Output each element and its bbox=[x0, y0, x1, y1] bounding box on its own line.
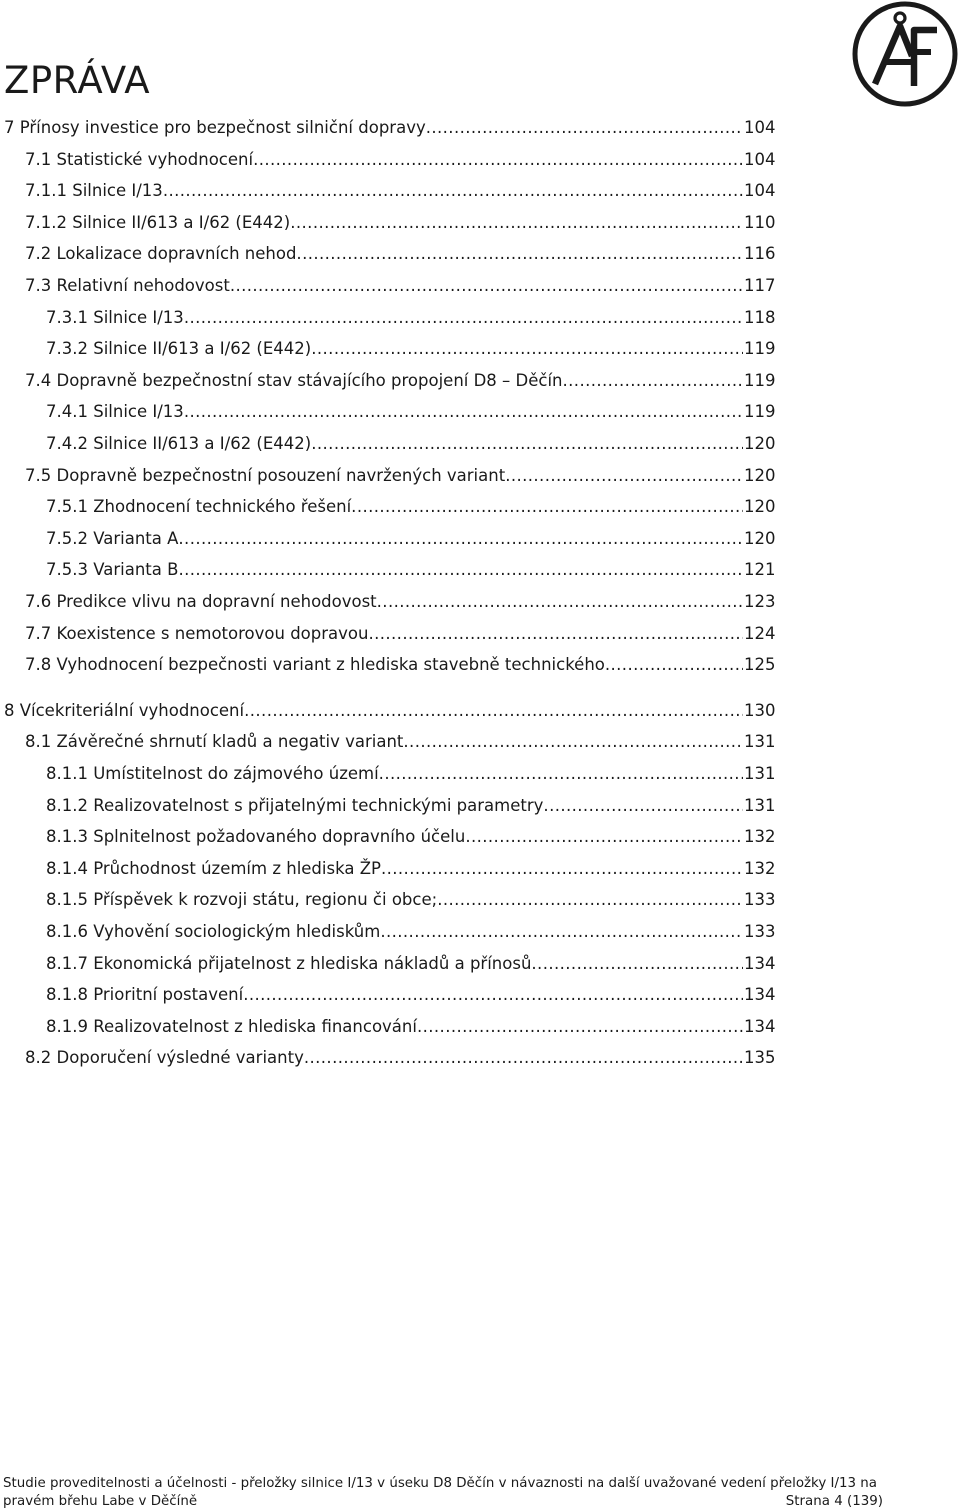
toc-entry-page: 121 bbox=[744, 560, 776, 580]
toc-leader-dots bbox=[243, 984, 743, 1006]
toc-entry[interactable] bbox=[46, 826, 782, 848]
toc-entry-page: 132 bbox=[744, 858, 776, 878]
toc-entry-page: 119 bbox=[744, 370, 776, 390]
toc-entry-label: 7.1 Statistické vyhodnocení bbox=[25, 149, 254, 169]
toc-entry[interactable] bbox=[25, 180, 782, 202]
toc-entry-label: 7.5 Dopravně bezpečnostní posouzení navržených variant bbox=[25, 465, 506, 485]
toc-leader-dots bbox=[563, 370, 743, 392]
toc-entry-label: 7.3 Relativní nehodovost bbox=[25, 276, 230, 295]
toc-entry[interactable] bbox=[4, 700, 782, 722]
toc-entry-label: 7.4.1 Silnice I/13 bbox=[46, 402, 184, 422]
toc-entry-label: 7.3.1 Silnice I/13 bbox=[46, 307, 184, 327]
toc-entry-page: 135 bbox=[744, 1048, 776, 1068]
toc-entry[interactable] bbox=[46, 953, 782, 975]
toc-entry[interactable] bbox=[25, 370, 782, 392]
toc-entry-label: 7.6 Predikce vlivu na dopravní nehodovost bbox=[25, 592, 377, 611]
toc-leader-dots bbox=[178, 528, 743, 550]
toc-entry[interactable] bbox=[46, 858, 782, 880]
toc-entry-page: 130 bbox=[744, 700, 776, 720]
footer-title-line-2: pravém břehu Labe v Děčíně bbox=[3, 1494, 198, 1509]
toc-entry[interactable] bbox=[46, 338, 782, 360]
toc-leader-dots bbox=[304, 1047, 743, 1069]
toc-leader-dots bbox=[311, 433, 743, 455]
toc-entry[interactable] bbox=[25, 149, 782, 171]
toc-leader-dots bbox=[296, 243, 743, 265]
toc-leader-dots bbox=[184, 401, 743, 423]
toc-entry[interactable] bbox=[46, 528, 782, 550]
toc-leader-dots bbox=[605, 654, 743, 676]
toc-entry-label: 7.1.2 Silnice II/613 a I/62 (E442) bbox=[25, 212, 291, 232]
toc-entry-page: 134 bbox=[744, 1016, 776, 1036]
toc-leader-dots bbox=[163, 180, 743, 202]
toc-leader-dots bbox=[253, 149, 743, 171]
toc-leader-dots bbox=[531, 953, 743, 975]
page-footer bbox=[3, 1475, 883, 1511]
toc-entry-page: 104 bbox=[744, 118, 776, 137]
toc-entry[interactable] bbox=[46, 795, 782, 817]
toc-entry-page: 120 bbox=[744, 465, 776, 485]
toc-entry-page: 124 bbox=[744, 623, 776, 643]
toc-leader-dots bbox=[437, 889, 743, 911]
toc-leader-dots bbox=[543, 795, 743, 817]
toc-entry-label: 8.1.4 Průchodnost územím z hlediska ŽP bbox=[46, 858, 381, 878]
toc-entry-label: 7.1.1 Silnice I/13 bbox=[25, 181, 163, 201]
toc-entry[interactable] bbox=[25, 591, 782, 613]
toc-entry-label: 8.1.9 Realizovatelnost z hlediska financování bbox=[46, 1016, 417, 1036]
toc-entry-page: 131 bbox=[744, 795, 776, 815]
toc-entry-page: 116 bbox=[744, 244, 776, 264]
toc-leader-dots bbox=[244, 700, 743, 722]
toc-entry-page: 117 bbox=[744, 276, 776, 295]
toc-entry[interactable] bbox=[46, 496, 782, 518]
toc-entry-label: 7.5.1 Zhodnocení technického řešení bbox=[46, 497, 352, 517]
toc-entry-label: 7 Přínosy investice pro bezpečnost silniční dopravy bbox=[4, 118, 426, 137]
toc-entry-page: 133 bbox=[744, 922, 776, 941]
toc-entry-label: 7.5.3 Varianta B bbox=[46, 560, 179, 580]
toc-entry[interactable] bbox=[4, 117, 782, 139]
toc-entry[interactable] bbox=[46, 401, 782, 423]
company-logo bbox=[851, 0, 959, 108]
toc-leader-dots bbox=[377, 591, 743, 613]
toc-leader-dots bbox=[184, 307, 743, 329]
toc-entry-page: 125 bbox=[744, 655, 776, 675]
toc-entry[interactable] bbox=[25, 465, 782, 487]
toc-entry-label: 8.1.2 Realizovatelnost s přijatelnými technickými parametry bbox=[46, 795, 544, 815]
page-number: Strana 4 (139) bbox=[785, 1494, 883, 1509]
toc-entry-page: 132 bbox=[744, 827, 776, 847]
toc-leader-dots bbox=[465, 826, 743, 848]
toc-entry-page: 119 bbox=[744, 402, 776, 422]
toc-entry[interactable] bbox=[46, 433, 782, 455]
toc-entry[interactable] bbox=[46, 763, 782, 785]
toc-entry-page: 134 bbox=[744, 953, 776, 973]
toc-leader-dots bbox=[311, 338, 743, 360]
toc-entry[interactable] bbox=[25, 731, 782, 753]
toc-entry[interactable] bbox=[46, 984, 782, 1006]
toc-entry[interactable] bbox=[25, 275, 782, 297]
toc-leader-dots bbox=[381, 858, 743, 880]
toc-entry[interactable] bbox=[46, 559, 782, 581]
toc-entry-label: 7.2 Lokalizace dopravních nehod bbox=[25, 244, 297, 264]
toc-leader-dots bbox=[379, 763, 743, 785]
toc-entry-label: 7.7 Koexistence s nemotorovou dopravou bbox=[25, 623, 369, 643]
toc-entry[interactable] bbox=[25, 243, 782, 265]
toc-entry-label: 7.3.2 Silnice II/613 a I/62 (E442) bbox=[46, 339, 312, 359]
toc-entry-page: 119 bbox=[744, 339, 776, 359]
toc-leader-dots bbox=[368, 623, 743, 645]
footer-title-line: Studie proveditelnosti a účelnosti - přeložky silnice I/13 v úseku D8 Děčín v návaznosti na další uvažované vedení přeložky I/13 na bbox=[3, 1476, 877, 1491]
toc-entry[interactable] bbox=[25, 1047, 782, 1069]
toc-entry[interactable] bbox=[46, 889, 782, 911]
toc-leader-dots bbox=[426, 117, 743, 139]
toc-entry-label: 8 Vícekriteriální vyhodnocení bbox=[4, 700, 245, 720]
toc-leader-dots bbox=[351, 496, 743, 518]
toc-entry-label: 7.4 Dopravně bezpečnostní stav stávajícího propojení D8 – Děčín bbox=[25, 370, 563, 390]
toc-entry[interactable] bbox=[25, 623, 782, 645]
toc-leader-dots bbox=[290, 212, 743, 234]
toc-entry-page: 123 bbox=[744, 592, 776, 611]
toc-entry-page: 118 bbox=[744, 307, 776, 327]
toc-leader-dots bbox=[230, 275, 743, 297]
toc-entry[interactable] bbox=[46, 307, 782, 329]
toc-entry-page: 110 bbox=[744, 212, 776, 232]
toc-leader-dots bbox=[178, 559, 743, 581]
toc-entry[interactable] bbox=[46, 1016, 782, 1038]
toc-entry-page: 120 bbox=[744, 434, 776, 453]
toc-entry-label: 8.1.8 Prioritní postavení bbox=[46, 985, 244, 1005]
toc-entry-page: 104 bbox=[744, 181, 776, 201]
toc-entry-label: 8.1.5 Příspěvek k rozvoji státu, regionu či obce; bbox=[46, 890, 438, 910]
toc-entry-page: 104 bbox=[744, 149, 776, 169]
toc-entry[interactable] bbox=[25, 212, 782, 234]
toc-entry-label: 7.5.2 Varianta A bbox=[46, 528, 179, 548]
toc-entry-page: 133 bbox=[744, 890, 776, 910]
toc-entry[interactable] bbox=[25, 654, 782, 676]
toc-entry-page: 134 bbox=[744, 985, 776, 1005]
toc-entry-label: 8.1.6 Vyhovění sociologickým hlediskům bbox=[46, 922, 381, 941]
toc-entry-label: 8.2 Doporučení výsledné varianty bbox=[25, 1048, 304, 1068]
toc-leader-dots bbox=[505, 465, 743, 487]
toc-leader-dots bbox=[403, 731, 743, 753]
toc-entry-label: 7.8 Vyhodnocení bezpečnosti variant z hlediska stavebně technického bbox=[25, 655, 605, 675]
toc-entry-label: 8.1 Závěrečné shrnutí kladů a negativ variant bbox=[25, 732, 404, 752]
toc-entry-page: 120 bbox=[744, 497, 776, 517]
toc-entry-label: 8.1.7 Ekonomická přijatelnost z hlediska nákladů a přínosů bbox=[46, 953, 532, 973]
toc-leader-dots bbox=[380, 921, 743, 943]
toc-entry-label: 7.4.2 Silnice II/613 a I/62 (E442) bbox=[46, 434, 312, 453]
toc-entry-page: 131 bbox=[744, 764, 776, 783]
page-title: ZPRÁVA bbox=[4, 59, 151, 102]
toc-entry-page: 120 bbox=[744, 528, 776, 548]
toc-leader-dots bbox=[417, 1016, 743, 1038]
toc-entry-label: 8.1.3 Splnitelnost požadovaného dopravního účelu bbox=[46, 827, 466, 847]
toc-entry-page: 131 bbox=[744, 732, 776, 752]
toc-entry[interactable] bbox=[46, 921, 782, 943]
toc-entry-label: 8.1.1 Umístitelnost do zájmového území bbox=[46, 764, 379, 783]
